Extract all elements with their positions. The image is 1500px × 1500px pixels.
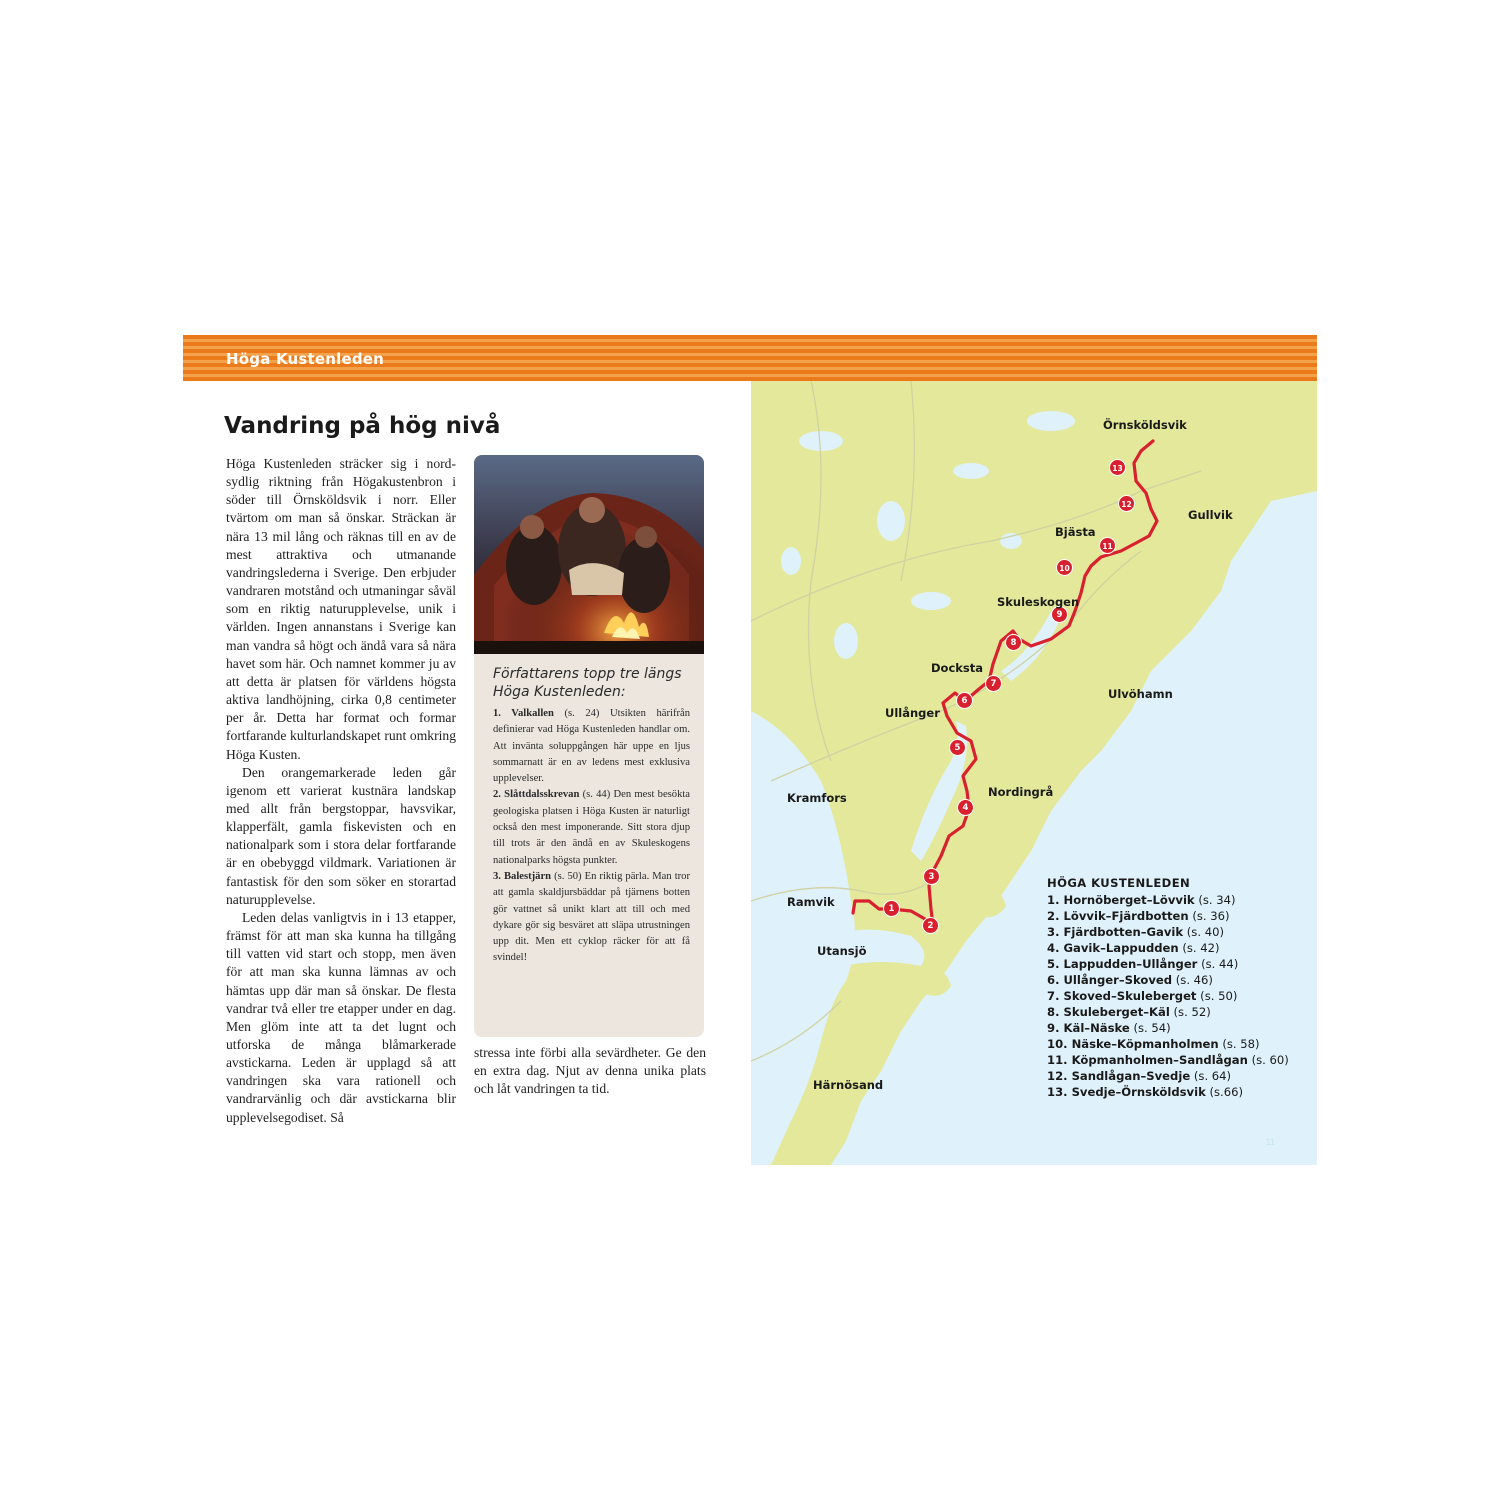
stage-marker-13: 13 (1109, 459, 1126, 476)
place-label-skuleskogen: Skuleskogen (997, 595, 1080, 609)
stage-marker-5: 5 (949, 739, 966, 756)
item-text: Utsikten härifrån definierar vad Höga Kustenleden handlar om. Att invänta soluppgången här uppe en ljus sommarnatt är en av ledens mest exklusiva upplevelser. (493, 708, 690, 785)
item-text: En riktig pärla. Man tror att gamla skaldjursbäddar på tjärnens botten gör vattnet så unikt klart att till och med dykare gör sig besväret att släpa utrustningen upp dit. Men ett cyklop räcker för att få svindel! (493, 870, 691, 964)
place-label-ornskoldsvik: Örnsköldsvik (1103, 418, 1187, 432)
chapter-title: Höga Kustenleden (226, 350, 385, 368)
place-label-ulvohamn: Ulvöhamn (1108, 687, 1173, 701)
place-label-gullvik: Gullvik (1188, 508, 1233, 522)
map-legend (1047, 875, 1289, 1100)
place-label-kramfors: Kramfors (787, 791, 847, 805)
item-page-ref: (s. 24) (564, 708, 600, 719)
legend-item: 5. Lappudden–Ullånger (s. 44) (1047, 957, 1239, 971)
campfire-photo (474, 455, 704, 654)
header-bar (183, 335, 1317, 381)
article-paragraph: Höga Kustenleden sträcker sig i nord-sydlig riktning från Högakustenbron i söder till Örnsköldsvik i norr. Eller tvärtom om man så önskar. Sträckan är nära 13 mil lång och räknas till en av de mest attraktiva och utmanande vandringslederna i Sverige. Den erbjuder vandraren motstånd och utmaningar såväl som en riktig naturupplevelse, unik i världen. Ingen annanstans i Sverige kan man vandra så högt och ändå vara så nära havet som här. Och namnet kommer ju av att detta är platsen för världens högsta aktiva landhöjning, cirka 0,8 centimeter per år. Detta har format och formar fortfarande kulturlandskapet runt omkring Höga Kusten. (226, 456, 456, 762)
legend-item: 8. Skuleberget–Käl (s. 52) (1047, 1005, 1211, 1019)
page-number: 11 (1265, 1137, 1275, 1147)
sidebox-item (493, 706, 690, 787)
stage-marker-12: 12 (1118, 495, 1135, 512)
article-heading: Vandring på hög nivå (224, 413, 501, 439)
stage-marker-3: 3 (923, 868, 940, 885)
item-page-ref: (s. 50) (554, 870, 582, 882)
article-column-left (226, 455, 456, 1127)
place-label-bjasta: Bjästa (1055, 525, 1096, 539)
legend-item: 12. Sandlågan–Svedje (s. 64) (1047, 1069, 1232, 1083)
stage-marker-9: 9 (1051, 606, 1068, 623)
place-label-utansjo: Utansjö (817, 944, 867, 958)
stage-marker-10: 10 (1056, 559, 1073, 576)
stage-marker-7: 7 (985, 675, 1002, 692)
legend-item: 6. Ullånger–Skoved (s. 46) (1047, 973, 1213, 987)
item-label: 1. Valkallen (493, 708, 554, 719)
stage-marker-11: 11 (1099, 537, 1116, 554)
legend-item: 11. Köpmanholmen–Sandlågan (s. 60) (1047, 1053, 1289, 1067)
legend-item: 4. Gavik–Lappudden (s. 42) (1047, 941, 1220, 955)
stage-marker-1: 1 (883, 900, 900, 917)
author-top-three-box (474, 455, 704, 1037)
legend-item: 1. Hornöberget–Lövvik (s. 34) (1047, 893, 1236, 907)
legend-item: 7. Skoved–Skuleberget (s. 50) (1047, 989, 1238, 1003)
article-continuation: stressa inte förbi alla sevärdheter. Ge den en extra dag. Njut av denna unika plats och låt vandringen ta tid. (474, 1045, 706, 1097)
legend-item: 9. Käl–Näske (s. 54) (1047, 1021, 1171, 1035)
sidebox-item (493, 869, 690, 967)
place-label-harnosand: Härnösand (813, 1078, 884, 1092)
legend-item: 13. Svedje–Örnsköldsvik (s.66) (1047, 1085, 1244, 1099)
legend-item: 2. Lövvik–Fjärdbotten (s. 36) (1047, 909, 1230, 923)
item-label: 3. Balestjärn (493, 870, 552, 882)
legend-item: 10. Näske–Köpmanholmen (s. 58) (1047, 1037, 1260, 1051)
article-paragraph: Den orangemarkerade leden går igenom ett varierat kustnära landskap med allt från bergstoppar, havsvikar, klapperfält, gamla fiskevisten och en nationalpark som i stora delar fortfarande är en obebyggd vildmark. Variationen är fantastisk för den som söker en storartad naturupplevelse. (226, 764, 456, 907)
sidebox-title: Författarens topp tre längs Höga Kustenleden: (493, 666, 682, 700)
place-label-ullanger: Ullånger (885, 706, 940, 720)
article-column-right (474, 1044, 706, 1098)
sidebox-item (493, 787, 690, 868)
sidebox-list (493, 706, 690, 967)
place-label-ramvik: Ramvik (787, 895, 835, 909)
legend-item: 3. Fjärdbotten–Gavik (s. 40) (1047, 925, 1224, 939)
route-map (751, 381, 1317, 1165)
stage-marker-8: 8 (1005, 634, 1022, 651)
place-label-docksta: Docksta (931, 661, 984, 675)
item-page-ref: (s. 44) (582, 789, 611, 801)
stage-marker-4: 4 (957, 799, 974, 816)
article-paragraph: Leden delas vanligtvis in i 13 etapper, främst för att man ska kunna ha tillgång till vatten vid start och stopp, men även för att man ska kunna lämnas av och hämtas upp där man så önskar. De flesta vandrar två eller tre etapper under en dag. Men glöm inte att ta det lugnt och utforska de många blåmarkerade avstickarna. Leden är upplagd så att vandringen ska vara rationell och vandrarvänlig och där avstickarna blir upplevelsegodiset. Så (226, 909, 456, 1125)
stage-marker-6: 6 (956, 692, 973, 709)
stage-marker-2: 2 (922, 917, 939, 934)
item-text: Den mest besökta geologiska platsen i Höga Kusten är naturligt också den mest imponerande. Sitt stora djup till trots är den ändå en av Skuleskogens nationalparks högsta punkter. (493, 789, 691, 866)
item-label: 2. Slåttdalsskrevan (493, 789, 580, 801)
place-label-nordingra: Nordingrå (988, 785, 1054, 799)
book-spread (183, 335, 1317, 1165)
legend-title: HÖGA KUSTENLEDEN (1047, 876, 1191, 890)
